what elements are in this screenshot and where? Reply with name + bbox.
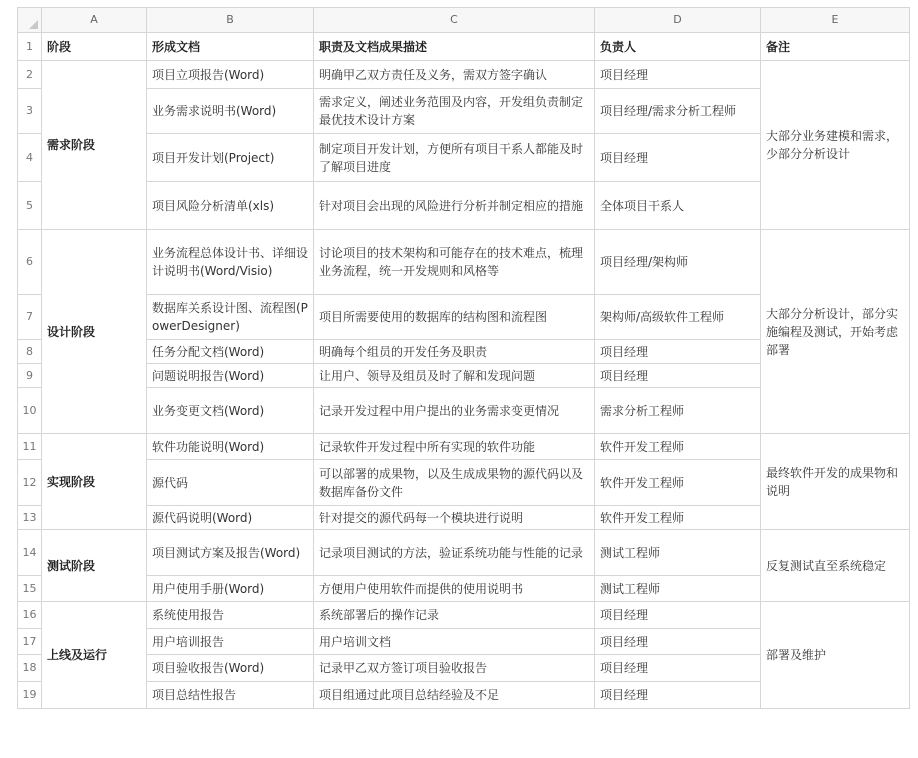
stage-cell[interactable]: 实现阶段 [42,434,147,530]
doc-cell[interactable]: 项目立项报告(Word) [147,61,314,89]
row-header[interactable]: 19 [18,682,42,709]
row-header[interactable]: 12 [18,460,42,506]
doc-cell[interactable]: 项目验收报告(Word) [147,655,314,682]
desc-cell[interactable]: 记录软件开发过程中所有实现的软件功能 [314,434,595,460]
row-header[interactable]: 7 [18,295,42,340]
row-header[interactable]: 6 [18,230,42,295]
row-header[interactable]: 11 [18,434,42,460]
table-row [18,434,910,460]
desc-cell[interactable]: 需求定义，阐述业务范围及内容，开发组负责制定最优技术设计方案 [314,89,595,134]
table-row [18,530,910,576]
desc-cell[interactable]: 制定项目开发计划，方便所有项目干系人都能及时了解项目进度 [314,134,595,182]
row-header[interactable]: 5 [18,182,42,230]
doc-cell[interactable]: 数据库关系设计图、流程图(PowerDesigner) [147,295,314,340]
desc-cell[interactable]: 方便用户使用软件而提供的使用说明书 [314,576,595,602]
spreadsheet-grid [17,7,910,709]
doc-cell[interactable]: 业务变更文档(Word) [147,388,314,434]
doc-cell[interactable]: 源代码说明(Word) [147,506,314,530]
select-all-corner[interactable] [18,8,42,33]
row-header[interactable]: 14 [18,530,42,576]
row-header[interactable]: 4 [18,134,42,182]
remark-cell[interactable]: 反复测试直至系统稳定 [761,530,910,602]
desc-cell[interactable]: 明确甲乙双方责任及义务，需双方签字确认 [314,61,595,89]
doc-cell[interactable]: 项目总结性报告 [147,682,314,709]
owner-cell[interactable]: 项目经理 [595,134,761,182]
owner-cell[interactable]: 项目经理 [595,655,761,682]
row-header[interactable]: 15 [18,576,42,602]
doc-cell[interactable]: 问题说明报告(Word) [147,364,314,388]
owner-cell[interactable]: 测试工程师 [595,576,761,602]
remark-cell[interactable]: 大部分业务建模和需求，少部分分析设计 [761,61,910,230]
owner-cell[interactable]: 软件开发工程师 [595,506,761,530]
doc-cell[interactable]: 项目开发计划(Project) [147,134,314,182]
table-row [18,602,910,629]
stage-cell[interactable]: 设计阶段 [42,230,147,434]
table-row [18,230,910,295]
row-header[interactable]: 1 [18,33,42,61]
desc-cell[interactable]: 针对提交的源代码每一个模块进行说明 [314,506,595,530]
owner-cell[interactable]: 需求分析工程师 [595,388,761,434]
owner-cell[interactable]: 测试工程师 [595,530,761,576]
desc-cell[interactable]: 可以部署的成果物，以及生成成果物的源代码以及数据库备份文件 [314,460,595,506]
row-header[interactable]: 16 [18,602,42,629]
row-header[interactable]: 10 [18,388,42,434]
desc-cell[interactable]: 记录项目测试的方法，验证系统功能与性能的记录 [314,530,595,576]
header-cell-desc[interactable]: 职责及文档成果描述 [314,33,595,61]
desc-cell[interactable]: 项目组通过此项目总结经验及不足 [314,682,595,709]
desc-cell[interactable]: 针对项目会出现的风险进行分析并制定相应的措施 [314,182,595,230]
row-header[interactable]: 13 [18,506,42,530]
desc-cell[interactable]: 项目所需要使用的数据库的结构图和流程图 [314,295,595,340]
doc-cell[interactable]: 任务分配文档(Word) [147,340,314,364]
desc-cell[interactable]: 明确每个组员的开发任务及职责 [314,340,595,364]
header-cell-stage[interactable]: 阶段 [42,33,147,61]
table-header-row [18,33,910,61]
owner-cell[interactable]: 架构师/高级软件工程师 [595,295,761,340]
doc-cell[interactable]: 项目风险分析清单(xls) [147,182,314,230]
owner-cell[interactable]: 项目经理 [595,340,761,364]
desc-cell[interactable]: 记录开发过程中用户提出的业务需求变更情况 [314,388,595,434]
document-table [17,7,910,709]
column-header-row [18,8,910,33]
owner-cell[interactable]: 项目经理 [595,364,761,388]
remark-cell[interactable]: 部署及维护 [761,602,910,709]
select-all-triangle-icon [29,20,38,29]
column-header-c[interactable]: C [314,8,595,33]
row-header[interactable]: 18 [18,655,42,682]
header-cell-owner[interactable]: 负责人 [595,33,761,61]
desc-cell[interactable]: 记录甲乙双方签订项目验收报告 [314,655,595,682]
doc-cell[interactable]: 用户使用手册(Word) [147,576,314,602]
doc-cell[interactable]: 软件功能说明(Word) [147,434,314,460]
table-row [18,61,910,89]
owner-cell[interactable]: 软件开发工程师 [595,460,761,506]
desc-cell[interactable]: 用户培训文档 [314,629,595,655]
stage-cell[interactable]: 需求阶段 [42,61,147,230]
header-cell-remark[interactable]: 备注 [761,33,910,61]
owner-cell[interactable]: 项目经理 [595,629,761,655]
doc-cell[interactable]: 业务需求说明书(Word) [147,89,314,134]
doc-cell[interactable]: 业务流程总体设计书、详细设计说明书(Word/Visio) [147,230,314,295]
doc-cell[interactable]: 项目测试方案及报告(Word) [147,530,314,576]
owner-cell[interactable]: 全体项目干系人 [595,182,761,230]
row-header[interactable]: 9 [18,364,42,388]
owner-cell[interactable]: 项目经理 [595,682,761,709]
desc-cell[interactable]: 系统部署后的操作记录 [314,602,595,629]
column-header-e[interactable]: E [761,8,910,33]
remark-cell[interactable]: 最终软件开发的成果物和说明 [761,434,910,530]
column-header-b[interactable]: B [147,8,314,33]
column-header-a[interactable]: A [42,8,147,33]
desc-cell[interactable]: 讨论项目的技术架构和可能存在的技术难点，梳理业务流程，统一开发规则和风格等 [314,230,595,295]
owner-cell[interactable]: 项目经理/架构师 [595,230,761,295]
column-header-d[interactable]: D [595,8,761,33]
header-cell-doc[interactable]: 形成文档 [147,33,314,61]
row-header[interactable]: 3 [18,89,42,134]
row-header[interactable]: 17 [18,629,42,655]
owner-cell[interactable]: 项目经理/需求分析工程师 [595,89,761,134]
row-header[interactable]: 8 [18,340,42,364]
owner-cell[interactable]: 项目经理 [595,61,761,89]
stage-cell[interactable]: 测试阶段 [42,530,147,602]
doc-cell[interactable]: 系统使用报告 [147,602,314,629]
doc-cell[interactable]: 源代码 [147,460,314,506]
owner-cell[interactable]: 项目经理 [595,602,761,629]
remark-cell[interactable]: 大部分分析设计，部分实施编程及测试，开始考虑部署 [761,230,910,434]
desc-cell[interactable]: 让用户、领导及组员及时了解和发现问题 [314,364,595,388]
row-header[interactable]: 2 [18,61,42,89]
stage-cell[interactable]: 上线及运行 [42,602,147,709]
doc-cell[interactable]: 用户培训报告 [147,629,314,655]
owner-cell[interactable]: 软件开发工程师 [595,434,761,460]
